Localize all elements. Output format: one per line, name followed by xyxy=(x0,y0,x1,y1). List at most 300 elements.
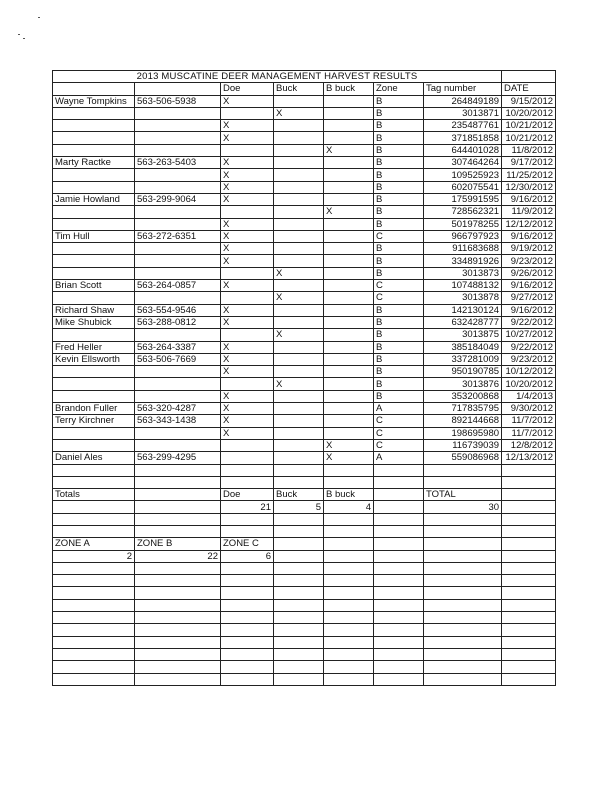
phone-cell: 563-272-6351 xyxy=(135,230,221,242)
zone-cell: C xyxy=(374,415,424,427)
zone-cell: B xyxy=(374,304,424,316)
harvest-date: 10/21/2012 xyxy=(502,120,556,132)
bbuck-mark xyxy=(324,353,374,365)
buck-mark: X xyxy=(274,329,324,341)
doe-mark xyxy=(221,292,274,304)
harvest-date: 11/7/2012 xyxy=(502,427,556,439)
blank-row xyxy=(53,612,556,624)
buck-mark xyxy=(274,144,324,156)
buck-mark xyxy=(274,181,324,193)
bbuck-mark xyxy=(324,132,374,144)
phone-cell xyxy=(135,390,221,402)
phone-cell xyxy=(135,144,221,156)
name-cell xyxy=(53,107,135,119)
buck-mark xyxy=(274,304,324,316)
harvest-date: 9/26/2012 xyxy=(502,267,556,279)
tag-number: 950190785 xyxy=(424,366,502,378)
blank-row xyxy=(53,599,556,611)
harvest-row xyxy=(53,378,556,390)
bbuck-mark xyxy=(324,193,374,205)
harvest-date: 9/19/2012 xyxy=(502,243,556,255)
header-buck: Buck xyxy=(274,83,324,95)
zone-cell: B xyxy=(374,243,424,255)
zone-cell: B xyxy=(374,206,424,218)
harvest-date: 9/16/2012 xyxy=(502,280,556,292)
harvest-row xyxy=(53,107,556,119)
doe-mark xyxy=(221,378,274,390)
totals-buck-value: 5 xyxy=(274,501,324,513)
doe-mark: X xyxy=(221,193,274,205)
buck-mark xyxy=(274,120,324,132)
bbuck-mark: X xyxy=(324,452,374,464)
phone-cell: 563-506-7669 xyxy=(135,353,221,365)
harvest-row xyxy=(53,206,556,218)
phone-cell: 563-343-1438 xyxy=(135,415,221,427)
buck-mark xyxy=(274,193,324,205)
harvest-date: 9/30/2012 xyxy=(502,403,556,415)
phone-cell xyxy=(135,218,221,230)
bbuck-mark xyxy=(324,378,374,390)
bbuck-mark xyxy=(324,107,374,119)
harvest-date: 10/20/2012 xyxy=(502,378,556,390)
tag-number: 337281009 xyxy=(424,353,502,365)
zones-value-row xyxy=(53,550,556,562)
harvest-row xyxy=(53,341,556,353)
buck-mark xyxy=(274,230,324,242)
buck-mark xyxy=(274,316,324,328)
doe-mark xyxy=(221,206,274,218)
doe-mark: X xyxy=(221,280,274,292)
name-cell: Brian Scott xyxy=(53,280,135,292)
tag-number: 371851858 xyxy=(424,132,502,144)
harvest-row xyxy=(53,267,556,279)
buck-mark xyxy=(274,169,324,181)
phone-cell xyxy=(135,169,221,181)
sheet-title: 2013 MUSCATINE DEER MANAGEMENT HARVEST RESULTS xyxy=(53,71,502,83)
zone-cell: B xyxy=(374,378,424,390)
tag-number: 632428777 xyxy=(424,316,502,328)
phone-cell: 563-288-0812 xyxy=(135,316,221,328)
harvest-row xyxy=(53,218,556,230)
harvest-row xyxy=(53,353,556,365)
harvest-row xyxy=(53,415,556,427)
bbuck-mark xyxy=(324,230,374,242)
zone-cell: B xyxy=(374,316,424,328)
doe-mark: X xyxy=(221,415,274,427)
bbuck-mark xyxy=(324,292,374,304)
blank-row xyxy=(53,673,556,685)
name-cell xyxy=(53,255,135,267)
zone-cell: B xyxy=(374,267,424,279)
harvest-date: 10/27/2012 xyxy=(502,329,556,341)
zone-cell: A xyxy=(374,403,424,415)
buck-mark xyxy=(274,280,324,292)
doe-mark: X xyxy=(221,427,274,439)
doe-mark: X xyxy=(221,341,274,353)
harvest-date: 11/7/2012 xyxy=(502,415,556,427)
buck-mark xyxy=(274,439,324,451)
phone-cell xyxy=(135,181,221,193)
harvest-row xyxy=(53,157,556,169)
bbuck-mark: X xyxy=(324,439,374,451)
bbuck-mark xyxy=(324,390,374,402)
bbuck-mark xyxy=(324,280,374,292)
name-cell xyxy=(53,218,135,230)
buck-mark xyxy=(274,403,324,415)
doe-mark: X xyxy=(221,243,274,255)
bbuck-mark xyxy=(324,304,374,316)
zone-cell: C xyxy=(374,439,424,451)
buck-mark xyxy=(274,218,324,230)
harvest-row xyxy=(53,329,556,341)
bbuck-mark xyxy=(324,169,374,181)
totals-total-value: 30 xyxy=(424,501,502,513)
buck-mark: X xyxy=(274,378,324,390)
tag-number: 728562321 xyxy=(424,206,502,218)
tag-number: 175991595 xyxy=(424,193,502,205)
blank-row xyxy=(53,624,556,636)
harvest-date: 11/25/2012 xyxy=(502,169,556,181)
zones-label-row xyxy=(53,538,556,550)
blank-row xyxy=(53,587,556,599)
zone-a-label: ZONE A xyxy=(53,538,135,550)
zone-b-value: 22 xyxy=(135,550,221,562)
zone-b-label: ZONE B xyxy=(135,538,221,550)
doe-mark xyxy=(221,439,274,451)
phone-cell xyxy=(135,439,221,451)
buck-mark xyxy=(274,255,324,267)
harvest-row xyxy=(53,181,556,193)
harvest-date: 11/9/2012 xyxy=(502,206,556,218)
harvest-date: 9/17/2012 xyxy=(502,157,556,169)
harvest-row xyxy=(53,169,556,181)
bbuck-mark xyxy=(324,267,374,279)
phone-cell: 563-299-9064 xyxy=(135,193,221,205)
harvest-date: 12/8/2012 xyxy=(502,439,556,451)
name-cell xyxy=(53,267,135,279)
doe-mark xyxy=(221,144,274,156)
doe-mark: X xyxy=(221,403,274,415)
buck-mark xyxy=(274,452,324,464)
tag-number: 3013871 xyxy=(424,107,502,119)
bbuck-mark xyxy=(324,243,374,255)
name-cell: Kevin Ellsworth xyxy=(53,353,135,365)
header-tag: Tag number xyxy=(424,83,502,95)
harvest-row xyxy=(53,292,556,304)
harvest-date: 10/12/2012 xyxy=(502,366,556,378)
zone-a-value: 2 xyxy=(53,550,135,562)
doe-mark xyxy=(221,329,274,341)
bbuck-mark xyxy=(324,157,374,169)
bbuck-mark xyxy=(324,316,374,328)
zone-cell: B xyxy=(374,157,424,169)
phone-cell: 563-506-5938 xyxy=(135,95,221,107)
tag-number: 307464264 xyxy=(424,157,502,169)
header-doe: Doe xyxy=(221,83,274,95)
tag-number: 911683688 xyxy=(424,243,502,255)
harvest-row xyxy=(53,390,556,402)
zone-cell: C xyxy=(374,292,424,304)
harvest-date: 9/27/2012 xyxy=(502,292,556,304)
harvest-row xyxy=(53,427,556,439)
bbuck-mark xyxy=(324,95,374,107)
name-cell xyxy=(53,439,135,451)
blank-row xyxy=(53,648,556,660)
buck-mark xyxy=(274,157,324,169)
zone-cell: B xyxy=(374,132,424,144)
tag-number: 334891926 xyxy=(424,255,502,267)
buck-mark: X xyxy=(274,107,324,119)
tag-number: 107488132 xyxy=(424,280,502,292)
harvest-results-table xyxy=(52,70,556,686)
name-cell xyxy=(53,378,135,390)
blank-row xyxy=(53,513,556,525)
doe-mark: X xyxy=(221,95,274,107)
tag-number: 3013876 xyxy=(424,378,502,390)
name-cell: Wayne Tompkins xyxy=(53,95,135,107)
harvest-date: 10/21/2012 xyxy=(502,132,556,144)
harvest-date: 12/30/2012 xyxy=(502,181,556,193)
name-cell xyxy=(53,132,135,144)
bbuck-mark xyxy=(324,255,374,267)
harvest-row xyxy=(53,144,556,156)
name-cell: Mike Shubick xyxy=(53,316,135,328)
name-cell xyxy=(53,390,135,402)
harvest-row xyxy=(53,403,556,415)
doe-mark xyxy=(221,267,274,279)
zone-cell: C xyxy=(374,280,424,292)
doe-mark: X xyxy=(221,181,274,193)
tag-number: 116739039 xyxy=(424,439,502,451)
name-cell: Jamie Howland xyxy=(53,193,135,205)
phone-cell xyxy=(135,243,221,255)
zone-cell: B xyxy=(374,341,424,353)
name-cell xyxy=(53,427,135,439)
buck-mark xyxy=(274,390,324,402)
blank-row xyxy=(53,575,556,587)
phone-cell xyxy=(135,378,221,390)
totals-buck-label: Buck xyxy=(274,489,324,501)
harvest-date: 9/16/2012 xyxy=(502,304,556,316)
name-cell xyxy=(53,120,135,132)
totals-total-label: TOTAL xyxy=(424,489,502,501)
tag-number: 3013875 xyxy=(424,329,502,341)
blank-row xyxy=(53,562,556,574)
tag-number: 142130124 xyxy=(424,304,502,316)
buck-mark xyxy=(274,132,324,144)
phone-cell: 563-264-0857 xyxy=(135,280,221,292)
harvest-date: 9/23/2012 xyxy=(502,255,556,267)
phone-cell xyxy=(135,255,221,267)
harvest-row xyxy=(53,132,556,144)
tag-number: 717835795 xyxy=(424,403,502,415)
harvest-date: 9/22/2012 xyxy=(502,316,556,328)
harvest-date: 10/20/2012 xyxy=(502,107,556,119)
zone-cell: B xyxy=(374,390,424,402)
zone-cell: B xyxy=(374,107,424,119)
zone-cell: B xyxy=(374,120,424,132)
bbuck-mark xyxy=(324,427,374,439)
zone-c-value: 6 xyxy=(221,550,274,562)
tag-number: 501978255 xyxy=(424,218,502,230)
totals-label: Totals xyxy=(53,489,135,501)
phone-cell xyxy=(135,206,221,218)
phone-cell xyxy=(135,366,221,378)
name-cell xyxy=(53,169,135,181)
zone-cell: B xyxy=(374,181,424,193)
tag-number: 559086968 xyxy=(424,452,502,464)
header-row xyxy=(53,83,556,95)
tag-number: 3013878 xyxy=(424,292,502,304)
totals-doe-value: 21 xyxy=(221,501,274,513)
doe-mark: X xyxy=(221,316,274,328)
name-cell xyxy=(53,144,135,156)
blank-row xyxy=(53,464,556,476)
tag-number: 198695980 xyxy=(424,427,502,439)
harvest-date: 9/22/2012 xyxy=(502,341,556,353)
zone-c-label: ZONE C xyxy=(221,538,274,550)
phone-cell xyxy=(135,267,221,279)
harvest-row xyxy=(53,255,556,267)
harvest-row xyxy=(53,243,556,255)
name-cell xyxy=(53,243,135,255)
doe-mark: X xyxy=(221,366,274,378)
buck-mark xyxy=(274,415,324,427)
harvest-row xyxy=(53,280,556,292)
blank-row xyxy=(53,476,556,488)
zone-cell: B xyxy=(374,193,424,205)
phone-cell xyxy=(135,107,221,119)
harvest-row xyxy=(53,230,556,242)
phone-cell: 563-554-9546 xyxy=(135,304,221,316)
tag-number: 892144668 xyxy=(424,415,502,427)
harvest-date: 9/15/2012 xyxy=(502,95,556,107)
tag-number: 3013873 xyxy=(424,267,502,279)
zone-cell: C xyxy=(374,427,424,439)
tag-number: 644401028 xyxy=(424,144,502,156)
buck-mark xyxy=(274,95,324,107)
harvest-row xyxy=(53,452,556,464)
bbuck-mark xyxy=(324,415,374,427)
bbuck-mark xyxy=(324,366,374,378)
zone-cell: B xyxy=(374,218,424,230)
zone-cell: C xyxy=(374,230,424,242)
totals-label-row xyxy=(53,489,556,501)
name-cell xyxy=(53,366,135,378)
blank-row xyxy=(53,661,556,673)
name-cell xyxy=(53,329,135,341)
scan-specks xyxy=(18,14,58,44)
header-bbuck: B buck xyxy=(324,83,374,95)
header-zone: Zone xyxy=(374,83,424,95)
zone-cell: B xyxy=(374,255,424,267)
name-cell: Brandon Fuller xyxy=(53,403,135,415)
harvest-date: 9/16/2012 xyxy=(502,230,556,242)
harvest-date: 12/13/2012 xyxy=(502,452,556,464)
buck-mark xyxy=(274,427,324,439)
harvest-row xyxy=(53,120,556,132)
phone-cell xyxy=(135,120,221,132)
zone-cell: B xyxy=(374,144,424,156)
doe-mark: X xyxy=(221,132,274,144)
harvest-date: 9/16/2012 xyxy=(502,193,556,205)
totals-value-row xyxy=(53,501,556,513)
doe-mark: X xyxy=(221,390,274,402)
bbuck-mark: X xyxy=(324,144,374,156)
doe-mark: X xyxy=(221,169,274,181)
name-cell xyxy=(53,206,135,218)
tag-number: 264849189 xyxy=(424,95,502,107)
zone-cell: B xyxy=(374,329,424,341)
doe-mark: X xyxy=(221,353,274,365)
doe-mark: X xyxy=(221,304,274,316)
name-cell: Daniel Ales xyxy=(53,452,135,464)
name-cell: Terry Kirchner xyxy=(53,415,135,427)
zone-cell: B xyxy=(374,169,424,181)
phone-cell xyxy=(135,427,221,439)
bbuck-mark xyxy=(324,403,374,415)
name-cell xyxy=(53,292,135,304)
harvest-date: 12/12/2012 xyxy=(502,218,556,230)
phone-cell: 563-299-4295 xyxy=(135,452,221,464)
totals-bbuck-label: B buck xyxy=(324,489,374,501)
name-cell: Tim Hull xyxy=(53,230,135,242)
phone-cell xyxy=(135,292,221,304)
name-cell: Marty Ractke xyxy=(53,157,135,169)
header-date: DATE xyxy=(502,83,556,95)
zone-cell: B xyxy=(374,95,424,107)
harvest-row xyxy=(53,366,556,378)
phone-cell xyxy=(135,132,221,144)
doe-mark: X xyxy=(221,218,274,230)
harvest-row xyxy=(53,304,556,316)
buck-mark xyxy=(274,341,324,353)
zone-cell: B xyxy=(374,366,424,378)
doe-mark xyxy=(221,452,274,464)
bbuck-mark xyxy=(324,181,374,193)
harvest-row xyxy=(53,193,556,205)
tag-number: 966797923 xyxy=(424,230,502,242)
bbuck-mark xyxy=(324,329,374,341)
title-row xyxy=(53,71,556,83)
name-cell: Richard Shaw xyxy=(53,304,135,316)
buck-mark xyxy=(274,243,324,255)
buck-mark: X xyxy=(274,292,324,304)
doe-mark: X xyxy=(221,157,274,169)
phone-cell: 563-320-4287 xyxy=(135,403,221,415)
buck-mark xyxy=(274,353,324,365)
zone-cell: A xyxy=(374,452,424,464)
phone-cell: 563-264-3387 xyxy=(135,341,221,353)
tag-number: 235487761 xyxy=(424,120,502,132)
harvest-date: 9/23/2012 xyxy=(502,353,556,365)
totals-doe-label: Doe xyxy=(221,489,274,501)
phone-cell: 563-263-5403 xyxy=(135,157,221,169)
zone-cell: B xyxy=(374,353,424,365)
tag-number: 353200868 xyxy=(424,390,502,402)
doe-mark: X xyxy=(221,120,274,132)
harvest-date: 1/4/2013 xyxy=(502,390,556,402)
blank-row xyxy=(53,525,556,537)
harvest-row xyxy=(53,95,556,107)
tag-number: 109525923 xyxy=(424,169,502,181)
harvest-date: 11/8/2012 xyxy=(502,144,556,156)
doe-mark: X xyxy=(221,255,274,267)
tag-number: 602075541 xyxy=(424,181,502,193)
bbuck-mark xyxy=(324,341,374,353)
phone-cell xyxy=(135,329,221,341)
doe-mark: X xyxy=(221,230,274,242)
